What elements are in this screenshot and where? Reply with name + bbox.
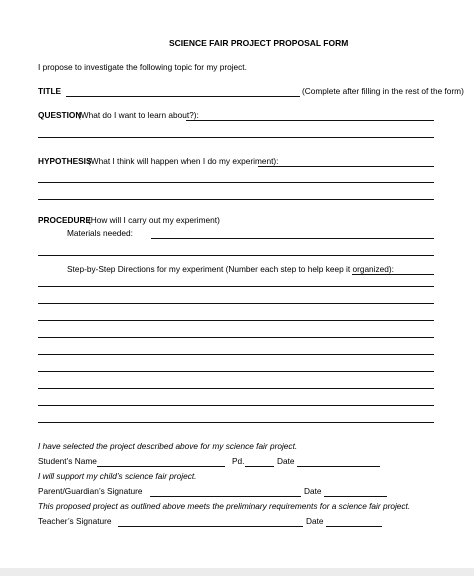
hypothesis-line-3[interactable] — [38, 199, 434, 200]
hypothesis-prompt: (What I think will happen when I do my experiment): — [88, 156, 279, 166]
procedure-label: PROCEDURE — [38, 215, 92, 225]
steps-line-1[interactable] — [38, 286, 434, 287]
steps-line-3[interactable] — [38, 320, 434, 321]
steps-line-8[interactable] — [38, 405, 434, 406]
materials-line-1[interactable] — [151, 238, 434, 239]
steps-line-4[interactable] — [38, 337, 434, 338]
materials-line-2[interactable] — [38, 255, 434, 256]
steps-label: Step-by-Step Directions for my experiment (Number each step to help keep it organized): — [67, 264, 394, 274]
steps-line-6[interactable] — [38, 371, 434, 372]
hypothesis-line-1[interactable] — [258, 166, 434, 167]
intro-text: I propose to investigate the following topic for my project. — [38, 62, 247, 72]
student-name-label: Student’s Name — [38, 456, 97, 466]
student-date-line[interactable] — [297, 466, 380, 467]
question-line-1[interactable] — [186, 120, 434, 121]
parent-date-label: Date — [304, 486, 322, 496]
materials-label: Materials needed: — [67, 228, 133, 238]
question-prompt: (What do I want to learn about?): — [78, 110, 199, 120]
title-input-line[interactable] — [66, 96, 300, 97]
student-date-label: Date — [277, 456, 295, 466]
parent-signature-line[interactable] — [150, 496, 301, 497]
hypothesis-label: HYPOTHESIS — [38, 156, 92, 166]
procedure-prompt: (How will I carry out my experiment) — [88, 215, 220, 225]
student-name-line[interactable] — [97, 466, 225, 467]
teacher-signature-label: Teacher’s Signature — [38, 516, 112, 526]
question-line-2[interactable] — [38, 137, 434, 138]
steps-line-0[interactable] — [352, 274, 434, 275]
hypothesis-line-2[interactable] — [38, 182, 434, 183]
teacher-statement: This proposed project as outlined above meets the preliminary requirements for a science fair project. — [38, 501, 411, 511]
steps-line-7[interactable] — [38, 388, 434, 389]
parent-statement: I will support my child’s science fair project. — [38, 471, 197, 481]
parent-signature-label: Parent/Guardian’s Signature — [38, 486, 143, 496]
pd-label: Pd. — [232, 456, 245, 466]
form-title: SCIENCE FAIR PROJECT PROPOSAL FORM — [169, 38, 349, 48]
teacher-signature-line[interactable] — [118, 526, 303, 527]
question-label: QUESTION — [38, 110, 82, 120]
teacher-date-line[interactable] — [326, 526, 382, 527]
steps-line-5[interactable] — [38, 354, 434, 355]
title-label: TITLE — [38, 86, 62, 96]
parent-date-line[interactable] — [324, 496, 387, 497]
steps-line-9[interactable] — [38, 422, 434, 423]
teacher-date-label: Date — [306, 516, 324, 526]
page-bottom-bar — [0, 568, 474, 576]
student-statement: I have selected the project described above for my science fair project. — [38, 441, 298, 451]
pd-line[interactable] — [245, 466, 274, 467]
steps-line-2[interactable] — [38, 303, 434, 304]
title-note: (Complete after filling in the rest of the form) — [302, 86, 464, 96]
